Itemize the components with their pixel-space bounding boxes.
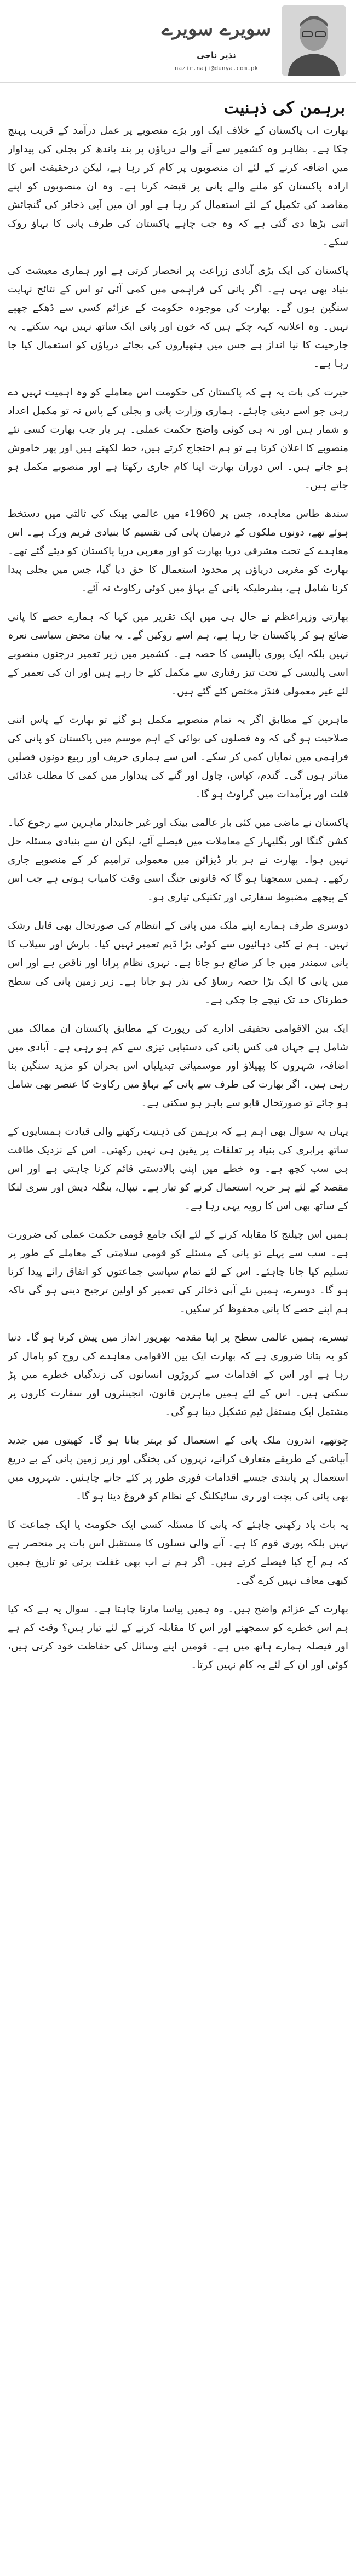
- author-portrait: [282, 5, 346, 76]
- article-paragraph: چوتھے، اندرون ملک پانی کے استعمال کو بہتر بنانا ہو گا۔ کھیتوں میں جدید آبپاشی کے طریقے متعارف کرانے، نہروں کی پختگی اور زیر زمین پانی کے بے دریغ استعمال پر پابندی جیسے اقدامات فوری طور پر کئے جانے چاہئیں۔ شہروں میں بھی پانی کی بچت اور ری سائیکلنگ کے نظام کو فروغ دینا ہو گا۔: [8, 1435, 348, 1502]
- article-paragraph: حیرت کی بات یہ ہے کہ پاکستان کی حکومت اس معاملے کو وہ اہمیت نہیں دے رہی جو اسے دینی چاہئے۔ ہماری وزارت پانی و بجلی کے پاس نہ تو مکمل اعداد و شمار ہیں اور نہ ہی کوئی واضح حکمت عملی۔ ہر بار جب بھارت کسی نئے منصوبے کا اعلان کرتا ہے تو ہم احتجاج کرتے ہیں، خط لکھتے ہیں اور پھر خاموش ہو جاتے ہیں۔ اس دوران بھارت اپنا کام جاری رکھتا ہے اور منصوبے مکمل ہو جاتے ہیں۔: [8, 387, 348, 491]
- article-paragraph: ماہرین کے مطابق اگر یہ تمام منصوبے مکمل ہو گئے تو بھارت کے پاس اتنی صلاحیت ہو گی کہ وہ فصلوں کی بوائی کے اہم موسم میں پاکستان کو پانی کی فراہمی میں نمایاں کمی کر سکے۔ اس سے ہماری خریف اور ربیع دونوں فصلیں متاثر ہوں گی۔ گندم، کپاس، چاول اور گنے کی پیداوار میں کمی کا مطلب غذائی قلت اور برآمدات میں گراوٹ ہو گا۔: [8, 714, 348, 800]
- article-headline: برہمن کی ذہنیت: [223, 99, 345, 118]
- article-paragraph: پاکستان نے ماضی میں کئی بار عالمی بینک اور غیر جانبدار ماہرین سے رجوع کیا۔ کشن گنگا اور بگلیہار کے معاملات میں فیصلے آئے، لیکن ان سے بنیادی مسئلہ حل نہیں ہوا۔ بھارت نے ہر بار ڈیزائن میں معمولی ترامیم کر کے منصوبے جاری رکھے۔ ہمیں سمجھنا ہو گا کہ قانونی جنگ اسی وقت کامیاب ہوتی ہے جب اس کے پیچھے مضبوط سفارتی اور تکنیکی تیاری ہو۔: [8, 817, 348, 903]
- article-body: [8, 122, 348, 2564]
- author-portrait-image: [282, 5, 346, 76]
- article-paragraph: ہمیں اس چیلنج کا مقابلہ کرنے کے لئے ایک جامع قومی حکمت عملی کی ضرورت ہے۔ سب سے پہلے تو پانی کے مسئلے کو قومی سلامتی کے معاملے کے طور پر تسلیم کیا جانا چاہئے۔ اس کے لئے تمام سیاسی جماعتوں کو اتفاق رائے پیدا کرنا ہو گا۔ دوسرے، ہمیں نئے آبی ذخائر کی تعمیر کو اولین ترجیح دینی ہو گی تاکہ ہم اپنے حصے کا پانی محفوظ کر سکیں۔: [8, 1229, 348, 1315]
- article-paragraph: دوسری طرف ہمارے اپنے ملک میں پانی کے انتظام کی صورتحال بھی قابل رشک نہیں۔ ہم نے کئی دہائیوں سے کوئی بڑا ڈیم تعمیر نہیں کیا۔ بارش اور سیلاب کا پانی سمندر میں جا کر ضائع ہو جاتا ہے۔ نہری نظام پرانا اور ناقص ہے اور اس میں پانی کا ایک بڑا حصہ رساؤ کی نذر ہو جاتا ہے۔ زیر زمین پانی کی سطح خطرناک حد تک نیچے جا چکی ہے۔: [8, 920, 348, 1006]
- article-paragraph: بھارتی وزیراعظم نے حال ہی میں ایک تقریر میں کہا کہ ہمارے حصے کا پانی ضائع ہو کر پاکستان جا رہا ہے، ہم اسے روکیں گے۔ یہ بیان محض سیاسی نعرہ نہیں بلکہ ایک پوری پالیسی کا حصہ ہے۔ کشمیر میں زیر تعمیر درجنوں منصوبے اسی پالیسی کے تحت تیز رفتاری سے مکمل کئے جا رہے ہیں اور ان کی تعمیر کے لئے غیر معمولی فنڈز مختص کئے گئے ہیں۔: [8, 611, 348, 697]
- article-paragraph: پاکستان کی ایک بڑی آبادی زراعت پر انحصار کرتی ہے اور ہماری معیشت کی بنیاد بھی یہی ہے۔ اگر پانی کی فراہمی میں کمی آئی تو اس کے نتائج نہایت سنگین ہوں گے۔ بھارت کی موجودہ حکومت کے عزائم کسی سے ڈھکے چھپے نہیں۔ وہ اعلانیہ کہہ چکے ہیں کہ خون اور پانی ایک ساتھ نہیں بہہ سکتے۔ یہ جارحیت کا نیا انداز ہے جس میں ہتھیاروں کی بجائے دریاؤں کو استعمال کیا جا رہا ہے۔: [8, 265, 348, 370]
- article-paragraph: تیسرے، ہمیں عالمی سطح پر اپنا مقدمہ بھرپور انداز میں پیش کرنا ہو گا۔ دنیا کو یہ بتانا ضروری ہے کہ بھارت ایک بین الاقوامی معاہدے کی روح کو پامال کر رہا ہے اور اس کے اقدامات سے کروڑوں انسانوں کی زندگیاں خطرے میں پڑ سکتی ہیں۔ اس کے لئے ہمیں ماہرین قانون، انجینئروں اور سفارت کاروں پر مشتمل ایک مستقل ٹیم تشکیل دینا ہو گی۔: [8, 1332, 348, 1418]
- column-masthead: [0, 0, 356, 83]
- author-email[interactable]: nazir.naji@dunya.com.pk: [174, 65, 259, 72]
- article-paragraph: یہاں یہ سوال بھی اہم ہے کہ برہمن کی ذہنیت رکھنے والی قیادت ہمسایوں کے ساتھ برابری کی بنیاد پر تعلقات پر یقین ہی نہیں رکھتی۔ اس کے نزدیک طاقت ہی سب کچھ ہے۔ وہ خطے میں اپنی بالادستی قائم کرنا چاہتی ہے اور اس مقصد کے لئے ہر حربہ استعمال کرنے کو تیار ہے۔ نیپال، بنگلہ دیش اور سری لنکا کے ساتھ بھی اس کا رویہ یہی رہا ہے۔: [8, 1126, 348, 1212]
- article-paragraph: ایک بین الاقوامی تحقیقی ادارے کی رپورٹ کے مطابق پاکستان ان ممالک میں شامل ہے جہاں فی کس پانی کی دستیابی تیزی سے کم ہو رہی ہے۔ آبادی میں اضافہ، شہروں کا پھیلاؤ اور موسمیاتی تبدیلیاں اس بحران کو مزید سنگین بنا رہی ہیں۔ اگر بھارت کی طرف سے پانی کے بہاؤ میں رکاوٹ کا عنصر بھی شامل ہو جائے تو صورتحال قابو سے باہر ہو سکتی ہے۔: [8, 1023, 348, 1109]
- column-logo: سویرے سویرے: [161, 18, 272, 40]
- author-name: نذیر ناجی: [197, 50, 236, 60]
- article-paragraph: یہ بات یاد رکھنی چاہئے کہ پانی کا مسئلہ کسی ایک حکومت یا ایک جماعت کا نہیں بلکہ پوری قوم کا ہے۔ آنے والی نسلوں کا مستقبل اس بات پر منحصر ہے کہ ہم آج کیا فیصلے کرتے ہیں۔ اگر ہم نے اب بھی غفلت برتی تو تاریخ ہمیں کبھی معاف نہیں کرے گی۔: [8, 1519, 348, 1586]
- article-paragraph: سندھ طاس معاہدہ، جس پر 1960ء میں عالمی بینک کی ثالثی میں دستخط ہوئے تھے، دونوں ملکوں کے درمیان پانی کی تقسیم کا بنیادی فریم ورک ہے۔ اس معاہدے کے تحت مشرقی دریا بھارت کو اور مغربی دریا پاکستان کو دیئے گئے تھے۔ بھارت کو مغربی دریاؤں پر محدود استعمال کا حق دیا گیا، جس میں بجلی پیدا کرنا شامل ہے، بشرطیکہ پانی کے بہاؤ میں کوئی رکاوٹ نہ آئے۔: [8, 508, 348, 594]
- article-paragraph: بھارت کے عزائم واضح ہیں۔ وہ ہمیں پیاسا مارنا چاہتا ہے۔ سوال یہ ہے کہ کیا ہم اس خطرے کو سمجھنے اور اس کا مقابلہ کرنے کے لئے تیار ہیں؟ وقت کم ہے اور فیصلہ ہمارے ہاتھ میں ہے۔ قومیں اپنے وسائل کی حفاظت خود کرتی ہیں، کوئی اور ان کے لئے یہ کام نہیں کرتا۔: [8, 1603, 348, 1671]
- article-paragraph: بھارت اب پاکستان کے خلاف ایک اور بڑے منصوبے پر عمل درآمد کے قریب پہنچ چکا ہے۔ بظاہر وہ کشمیر سے آنے والے دریاؤں پر بند باندھ کر بجلی کی پیداوار میں اضافہ کرنے کے لئے ان منصوبوں پر کام کر رہا ہے، لیکن درحقیقت اس کا ارادہ پاکستان کو ملنے والے پانی پر قبضہ کرنا ہے۔ وہ ان منصوبوں کو اپنے مقاصد کی تکمیل کے لئے استعمال کر رہا ہے اور ان میں آبی ذخائر کی گنجائش اتنی بڑھا دی گئی ہے کہ وہ جب چاہے پاکستان کی طرف پانی کا بہاؤ روک سکے۔: [8, 125, 348, 248]
